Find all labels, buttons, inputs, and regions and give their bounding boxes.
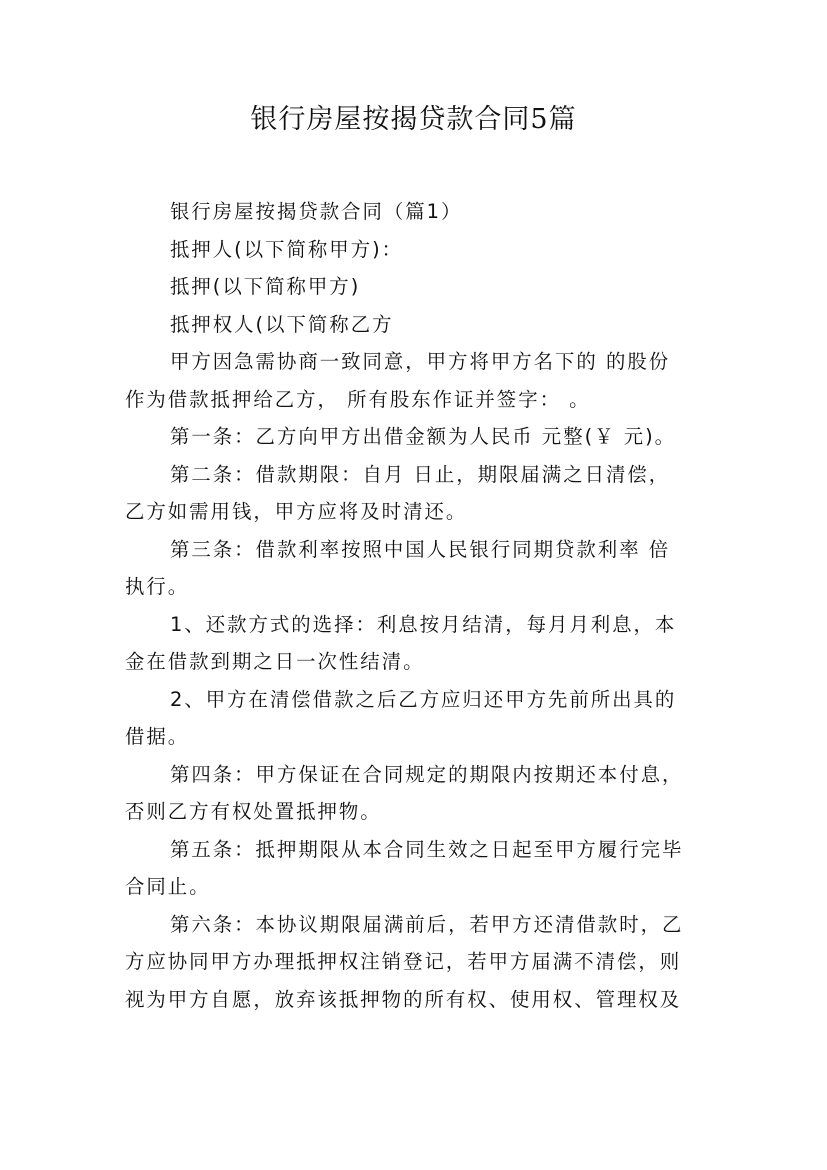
text-line: 甲方因急需协商一致同意，甲方将甲方名下的 的股份: [170, 350, 671, 373]
text-line: 第三条：借款利率按照中国人民银行同期贷款利率 倍: [170, 537, 671, 561]
paragraph-mortgagor: [125, 231, 707, 269]
text-line: 抵押人(以下简称甲方)：: [170, 237, 404, 261]
text-line: 第二条：借款期限：自月 日止，期限届满之日清偿，: [170, 462, 671, 486]
paragraph-repayment-1: [125, 606, 707, 681]
text-line: 金在借款到期之日一次性结清。: [125, 650, 425, 673]
document-title: 银行房屋按揭贷款合同5篇: [250, 104, 577, 135]
paragraph-article-1: [125, 418, 707, 456]
paragraph-article-4: [125, 756, 707, 831]
text-line: 银行房屋按揭贷款合同（篇1）: [170, 200, 463, 223]
text-line: 2、甲方在清偿借款之后乙方应归还甲方先前所出具的: [170, 687, 677, 711]
text-line: 1、还款方式的选择：利息按月结清，每月月利息，本: [170, 612, 677, 636]
text-line: 视为甲方自愿，放弃该抵押物的所有权、使用权、管理权及: [125, 987, 682, 1011]
text-line: 乙方如需用钱，甲方应将及时清还。: [125, 500, 468, 523]
paragraph-agreement-intro: [125, 343, 707, 418]
paragraph-contract-heading: [125, 193, 707, 231]
text-line: 方应协同甲方办理抵押权注销登记，若甲方届满不清偿，则: [125, 950, 682, 973]
text-line: 借据。: [125, 725, 190, 748]
paragraph-mortgage: [125, 268, 707, 306]
paragraph-article-2: [125, 456, 707, 531]
text-line: 第四条：甲方保证在合同规定的期限内按期还本付息，: [170, 762, 684, 786]
text-line: 第五条：抵押期限从本合同生效之日起至甲方履行完毕: [170, 837, 684, 861]
text-line: 否则乙方有权处置抵押物。: [125, 800, 382, 823]
text-line: 执行。: [125, 575, 190, 598]
text-line: 第六条：本协议期限届满前后，若甲方还清借款时，乙: [170, 912, 684, 936]
paragraph-repayment-2: [125, 681, 707, 756]
text-line: 合同止。: [125, 875, 211, 898]
paragraph-mortgagee: [125, 306, 707, 344]
document-body: [125, 193, 707, 1018]
paragraph-article-6: [125, 906, 707, 1019]
text-line: 作为借款抵押给乙方， 所有股东作证并签字： 。: [125, 387, 591, 411]
paragraph-article-3: [125, 531, 707, 606]
paragraph-article-5: [125, 831, 707, 906]
text-line: 第一条：乙方向甲方出借金额为人民币 元整(￥ 元)。: [170, 425, 677, 448]
text-line: 抵押权人(以下简称乙方: [170, 312, 394, 336]
text-line: 抵押(以下简称甲方): [170, 275, 361, 298]
